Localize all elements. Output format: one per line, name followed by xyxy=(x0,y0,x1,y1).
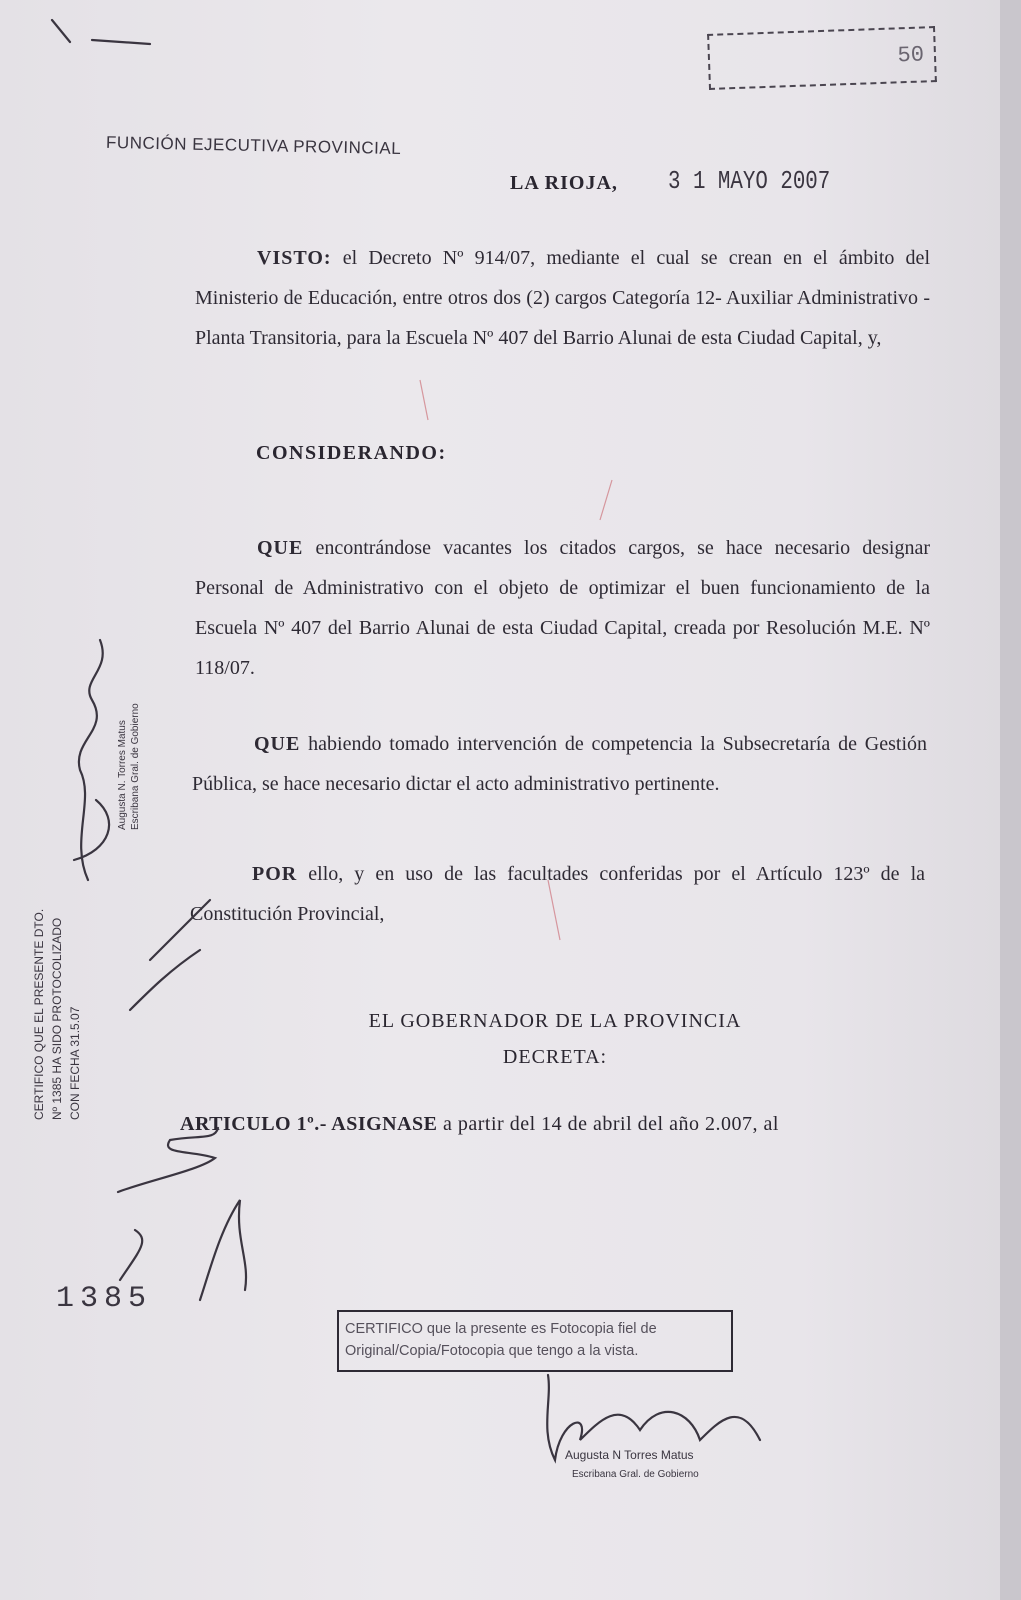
decreta-heading: DECRETA: xyxy=(502,1046,608,1068)
red-mark-1 xyxy=(420,380,428,420)
date-stamp: 3 1 MAYO 2007 xyxy=(668,166,831,196)
institution-header: FUNCIÓN EJECUTIVA PROVINCIAL xyxy=(105,132,402,159)
visto-lead: VISTO: xyxy=(257,247,332,269)
certification-line2: Original/Copia/Fotocopia que tengo a la vista. xyxy=(345,1343,639,1359)
page-initials xyxy=(120,1200,246,1300)
red-mark-3 xyxy=(600,480,612,520)
side-stamp-line1: CERTIFICO QUE EL PRESENTE DTO. xyxy=(32,908,46,1120)
articulo-lead: ARTICULO 1º.- ASIGNASE xyxy=(180,1113,438,1135)
page-number: 1385 xyxy=(56,1282,153,1316)
por-text: ello, y en uso de las facultades conferidas por el Artículo 123º de la Constitución Provincial, xyxy=(190,863,925,925)
red-mark-2 xyxy=(548,880,560,940)
que2-lead: QUE xyxy=(254,733,301,755)
side-stamp-line2: Nº 1385 HA SIDO PROTOCOLIZADO xyxy=(50,917,64,1120)
signature-role: Escribana Gral. de Gobierno xyxy=(572,1469,699,1480)
que2-text: habiendo tomado intervención de competencia la Subsecretaría de Gestión Pública, se hace necesario dictar el acto administrativo pertinente. xyxy=(192,733,928,795)
articulo-text: a partir del 14 de abril del año 2.007, al xyxy=(443,1113,779,1135)
gobernador-heading: EL GOBERNADOR DE LA PROVINCIA xyxy=(368,1010,742,1032)
por-lead: POR xyxy=(252,863,298,885)
side-stamp-line3: CON FECHA 31.5.07 xyxy=(68,1006,82,1120)
main-signature xyxy=(547,1375,760,1460)
considerando-heading: CONSIDERANDO: xyxy=(256,442,447,464)
top-left-scribble xyxy=(52,20,150,44)
certification-line1: CERTIFICO que la presente es Fotocopia fiel de xyxy=(345,1321,657,1337)
que1-lead: QUE xyxy=(257,537,304,559)
que1-text: encontrándose vacantes los citados cargos, se hace necesario designar Personal de Administrativo con el objeto de optimizar el buen funcionamiento de la Escuela Nº 407 del Barrio Alunai de esta Ciudad Capital, creada por Resolución M.E. Nº 118/07. xyxy=(195,537,931,679)
articulo-initials xyxy=(118,1128,218,1192)
top-stamp-text: 50 xyxy=(897,41,925,68)
place-label: LA RIOJA, xyxy=(510,172,618,194)
side-signature xyxy=(74,640,109,880)
visto-text: el Decreto Nº 914/07, mediante el cual se crean en el ámbito del Ministerio de Educación, entre otros dos (2) cargos Categoría 12- Auxiliar Administrativo - Planta Transitoria, para la Escuela Nº 407 del Barrio Alunai de esta Ciudad Capital, y, xyxy=(195,247,930,349)
side-signature-role: Escribana Gral. de Gobierno xyxy=(130,703,141,830)
side-signature-name: Augusta N. Torres Matus xyxy=(117,720,128,830)
side-flourish xyxy=(130,900,210,1010)
signature-name: Augusta N Torres Matus xyxy=(565,1448,694,1462)
